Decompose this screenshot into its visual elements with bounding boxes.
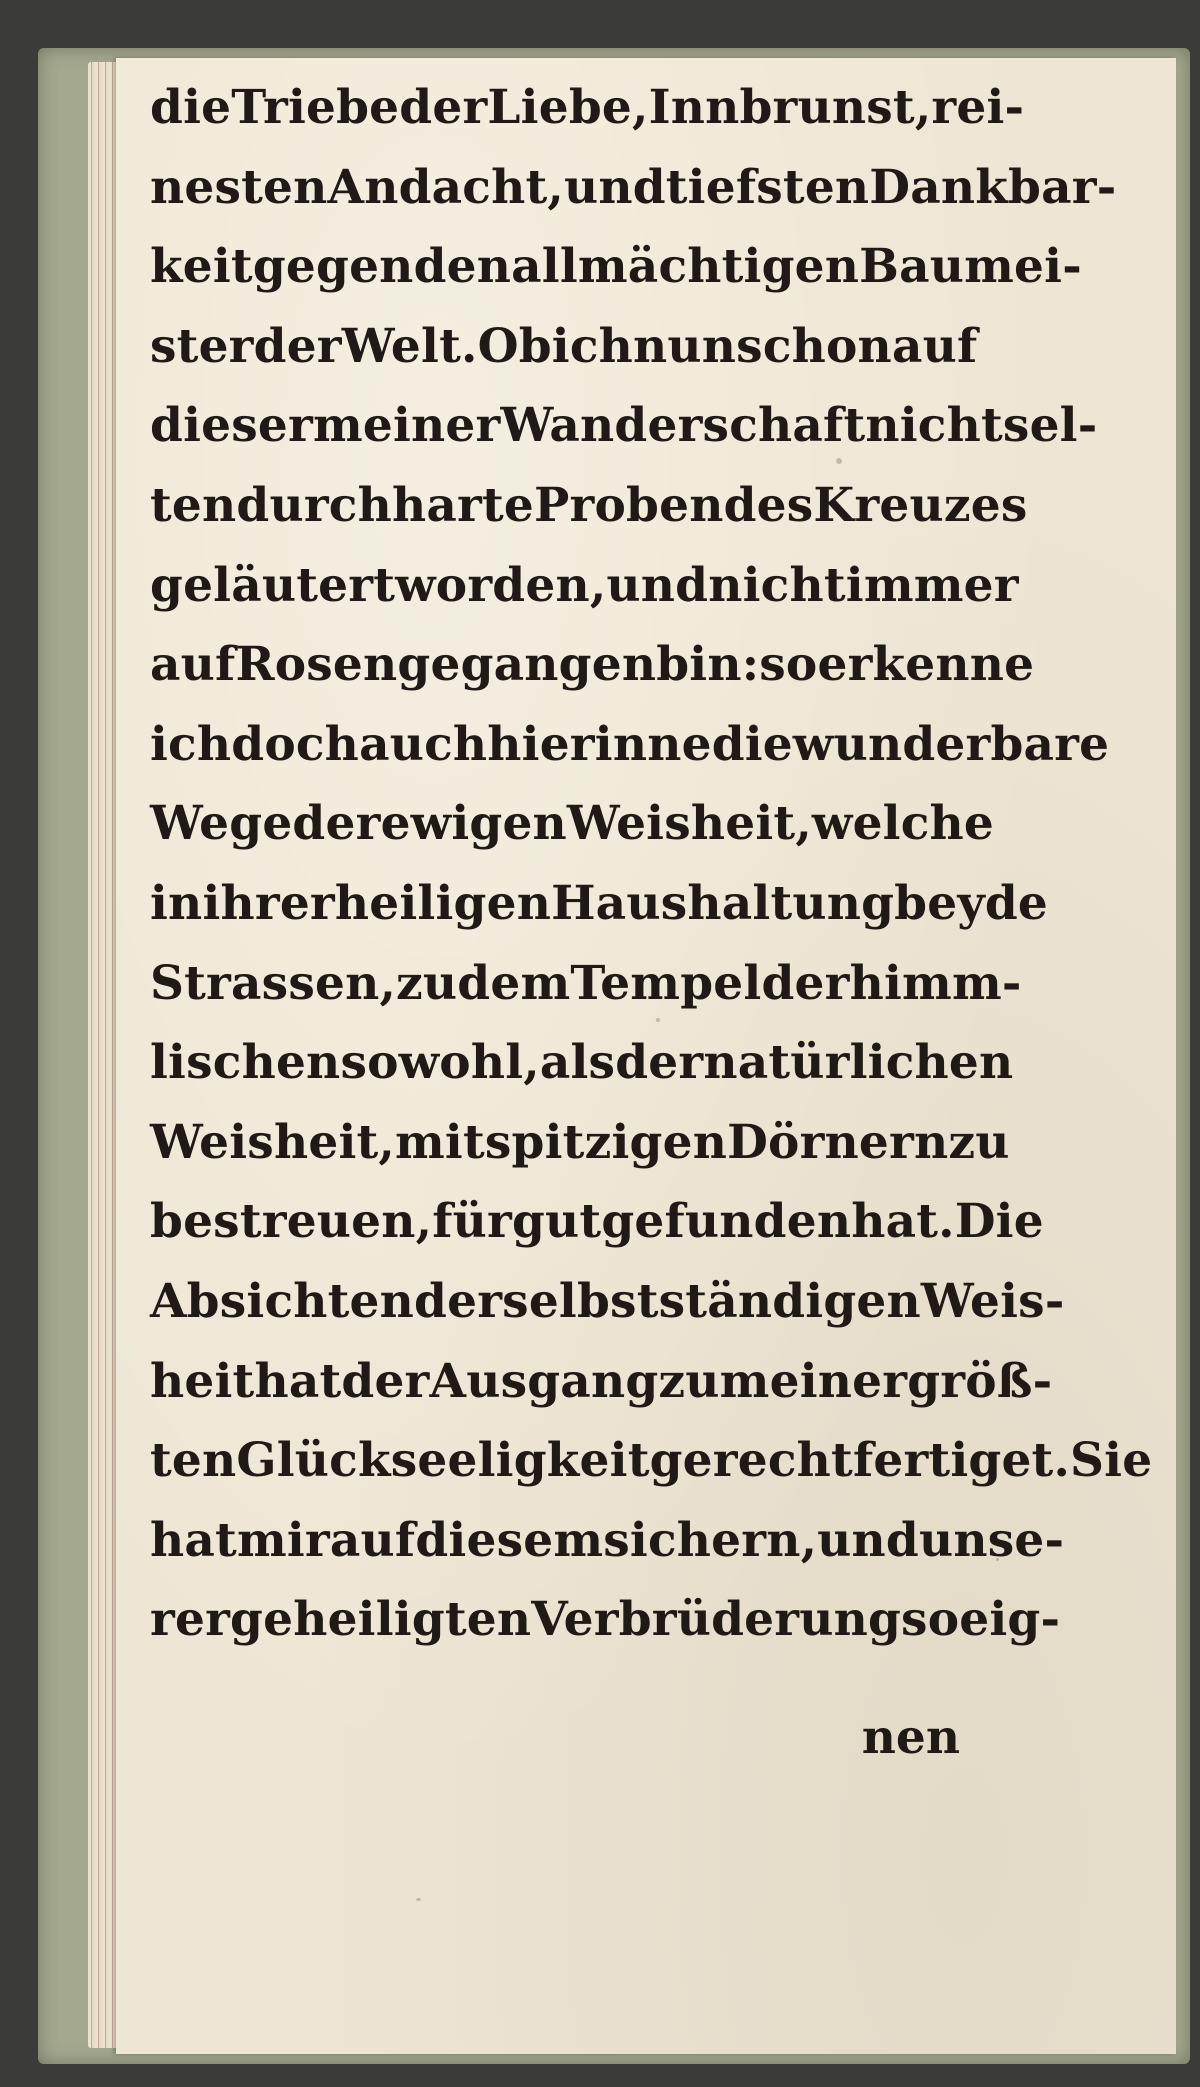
word: und — [563, 159, 666, 215]
word: keit — [150, 239, 253, 295]
word: für — [432, 1194, 512, 1250]
word: und — [606, 557, 709, 613]
word: dem — [457, 955, 571, 1011]
text-line — [150, 1580, 1061, 1660]
word: als — [539, 1035, 616, 1091]
word: die — [150, 80, 232, 135]
text-line — [150, 625, 1035, 705]
word: ster — [150, 318, 254, 374]
word: Tempel — [570, 955, 762, 1011]
word: so — [759, 637, 818, 693]
word: meiner — [719, 1353, 908, 1409]
text-line — [150, 307, 978, 387]
word: himm- — [849, 955, 1022, 1011]
word: meiner — [312, 398, 501, 454]
word: nesten — [150, 159, 328, 215]
word: ten — [150, 477, 237, 533]
text-line — [150, 705, 1110, 785]
text-line — [150, 546, 1019, 626]
word: hat — [254, 1353, 342, 1409]
word: gegen — [252, 239, 414, 295]
word: harte — [391, 477, 534, 533]
word: ten — [150, 1433, 237, 1489]
word: sel- — [1002, 398, 1098, 454]
word: rei- — [931, 80, 1025, 135]
word: rer — [150, 1592, 231, 1648]
word: der — [399, 80, 488, 135]
word: erkenne — [817, 637, 1035, 693]
word: Strassen, — [150, 955, 397, 1011]
word: der — [341, 1353, 430, 1409]
word: in — [150, 875, 203, 931]
text-line — [150, 1103, 1010, 1183]
word: zu — [658, 1353, 720, 1409]
word: Ausgang — [429, 1353, 659, 1409]
word: sichern, — [603, 1512, 818, 1568]
word: Weisheit, — [150, 1114, 395, 1170]
word: ich — [150, 716, 232, 772]
word: Welt. — [341, 318, 478, 374]
word: Wege — [150, 796, 293, 852]
word: immer — [845, 557, 1019, 613]
word: Dankbar- — [869, 159, 1117, 215]
word: Weisheit, — [566, 796, 812, 852]
text-line — [150, 1182, 1044, 1262]
word: und — [817, 1512, 919, 1568]
word: gut — [511, 1194, 602, 1250]
text-line — [150, 1342, 1053, 1422]
word: Innbrunst, — [648, 80, 932, 135]
word: unse- — [918, 1512, 1065, 1568]
word: auf — [891, 318, 978, 374]
word: nun — [633, 318, 737, 374]
text-line — [150, 1023, 1014, 1103]
body-text — [150, 68, 1153, 1660]
word: Glückseeligkeit — [236, 1433, 650, 1489]
word: dieser — [150, 398, 313, 454]
word: Ob — [477, 318, 552, 374]
word: bestreuen, — [150, 1194, 433, 1250]
text-line — [150, 864, 1049, 944]
word: Dörnern — [727, 1114, 949, 1170]
word: Kreuzes — [813, 477, 1028, 533]
word: nicht — [708, 557, 846, 613]
word: ihrer — [202, 875, 335, 931]
word: selbstständigen — [502, 1273, 921, 1329]
word: geläutert — [150, 557, 396, 613]
word: eig- — [959, 1592, 1061, 1648]
word: den — [413, 239, 512, 295]
page-edges — [88, 62, 116, 2048]
word: Haushaltung — [551, 875, 895, 931]
word: der — [761, 955, 850, 1011]
text-line — [150, 784, 995, 864]
word: worden, — [395, 557, 607, 613]
text-line — [150, 1262, 1065, 1342]
word: zu — [396, 955, 458, 1011]
text-line — [150, 68, 1025, 148]
catchword: nen — [861, 1710, 960, 1765]
word: Weis- — [920, 1273, 1065, 1329]
text-line — [150, 944, 1022, 1024]
word: auch — [359, 716, 488, 772]
word: Triebe — [231, 80, 400, 135]
word: die — [711, 716, 793, 772]
word: tiefsten — [665, 159, 870, 215]
word: mir — [236, 1512, 330, 1568]
text-line — [150, 148, 1117, 228]
word: diesem — [415, 1512, 604, 1568]
word: Proben — [533, 477, 724, 533]
word: Verbrüderung — [531, 1592, 902, 1648]
paper-speck — [416, 1898, 421, 1901]
text-line — [150, 1501, 1065, 1581]
word: hierinne — [487, 716, 712, 772]
word: Wanderschaft — [500, 398, 866, 454]
word: zu — [948, 1114, 1010, 1170]
word: sowohl, — [340, 1035, 540, 1091]
word: bin: — [656, 637, 760, 693]
word: heiligen — [334, 875, 552, 931]
word: doch — [231, 716, 360, 772]
word: der — [253, 318, 342, 374]
word: lischen — [150, 1035, 341, 1091]
word: hat — [150, 1512, 237, 1568]
word: durch — [236, 477, 392, 533]
word: der — [414, 1273, 503, 1329]
word: des — [723, 477, 814, 533]
word: Sie — [1070, 1433, 1153, 1489]
word: wunderbare — [792, 716, 1110, 772]
word: allmächtigen — [511, 239, 860, 295]
word: Andacht, — [327, 159, 564, 215]
word: Liebe, — [487, 80, 649, 135]
word: ewigen — [380, 796, 567, 852]
text-line — [150, 386, 1098, 466]
word: schon — [736, 318, 892, 374]
word: beyde — [894, 875, 1049, 931]
word: auf — [150, 637, 236, 693]
word: Rosen — [235, 637, 398, 693]
word: der — [615, 1035, 704, 1091]
word: Absichten — [150, 1273, 415, 1329]
word: ich — [551, 318, 634, 374]
word: mit — [394, 1114, 485, 1170]
word: heit — [150, 1353, 255, 1409]
word: gerechtfertiget. — [649, 1433, 1071, 1489]
word: auf — [329, 1512, 416, 1568]
text-line — [150, 1421, 1153, 1501]
word: größ- — [907, 1353, 1053, 1409]
word: natürlichen — [703, 1035, 1014, 1091]
word: gegangen — [397, 637, 657, 693]
word: Die — [954, 1194, 1044, 1250]
word: geheiligten — [230, 1592, 532, 1648]
word: so — [901, 1592, 960, 1648]
word: welche — [811, 796, 995, 852]
text-line — [150, 227, 1082, 307]
word: Baumei- — [859, 239, 1082, 295]
text-line — [150, 466, 1028, 546]
word: der — [292, 796, 381, 852]
word: hat. — [851, 1194, 955, 1250]
word: spitzigen — [484, 1114, 728, 1170]
word: nicht — [865, 398, 1003, 454]
word: gefunden — [601, 1194, 852, 1250]
